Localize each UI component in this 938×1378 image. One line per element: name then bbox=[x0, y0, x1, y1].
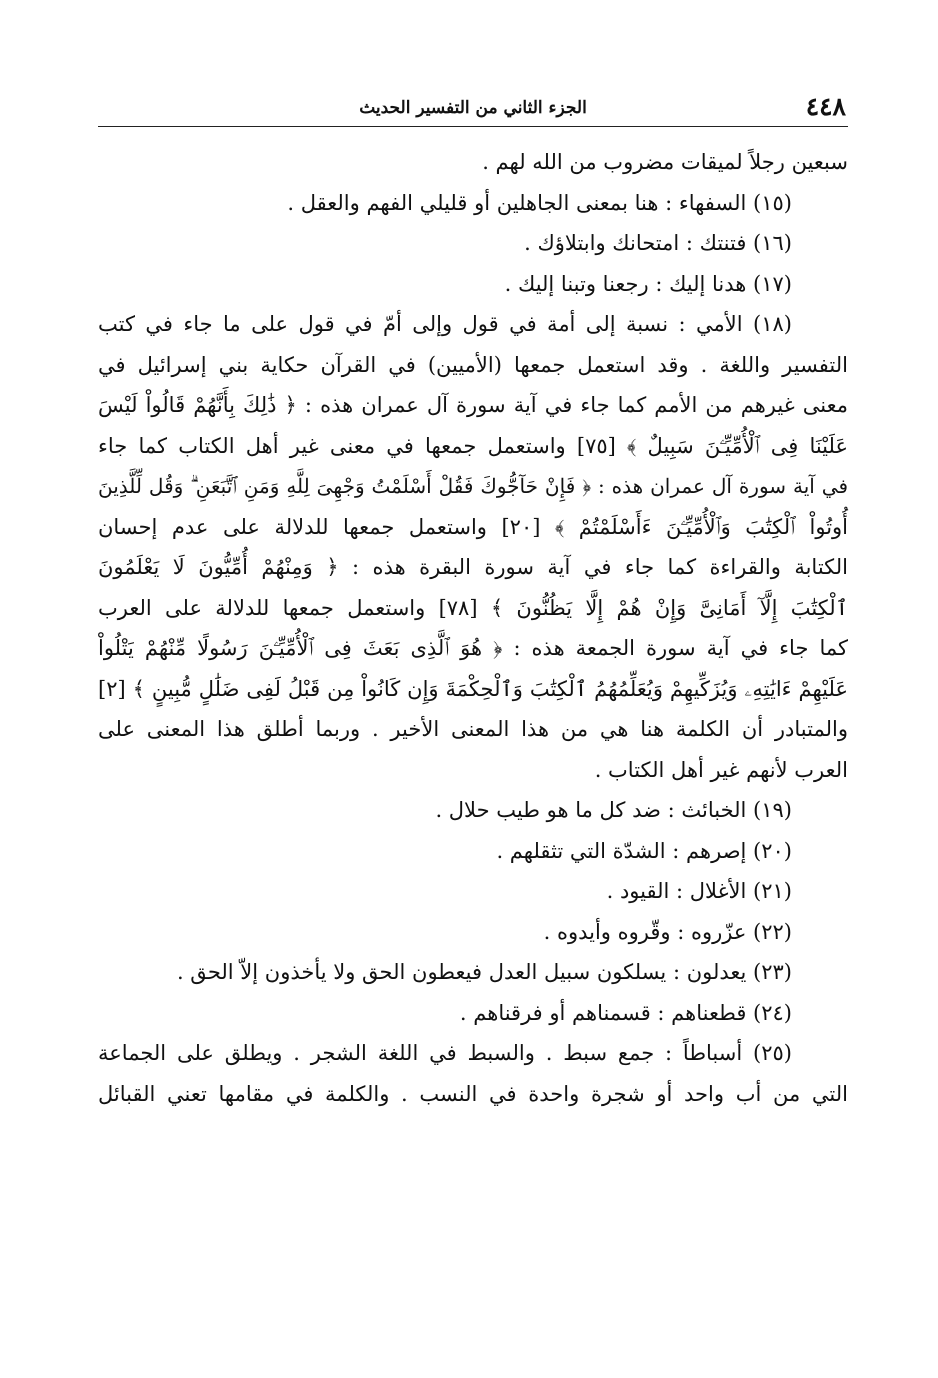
footnote-19: (١٩) الخبائث : ضد كل ما هو طيب حلال . bbox=[435, 798, 792, 822]
footnote-22: (٢٢) عزّروه : وقّروه وأيدوه . bbox=[543, 919, 792, 944]
text-line: الكتابة والقراءة كما جاء في آية سورة البقرة هذه : ﴿ وَمِنْهُمْ أُمِّيُّونَ لَا يَعْلَمُونَ bbox=[98, 555, 848, 579]
text-line: سبعين رجلاً لميقات مضروب من الله لهم . bbox=[482, 150, 848, 174]
page-header bbox=[98, 90, 848, 127]
footnote-21: (٢١) الأغلال : القيود . bbox=[606, 879, 792, 903]
text-line: التي من أب واحد أو شجرة واحدة في النسب . والكلمة في مقامها تعني القبائل bbox=[98, 1081, 848, 1106]
text-line: في آية سورة آل عمران هذه : ﴿ فَإِنْ حَآجُّوكَ فَقُلْ أَسْلَمْتُ وَجْهِىَ لِلَّهِ وَمَنِ ٱتَّبَعَنِ ۗ وَقُل لِّلَّذِينَ bbox=[98, 474, 848, 498]
footnote-25: (٢٥) أسباطاً : جمع سبط . والسبط في اللغة الشجر . ويطلق على الجماعة bbox=[98, 1041, 792, 1065]
running-title: الجزء الثاني من التفسير الحديث bbox=[359, 98, 587, 118]
text-line: كما جاء في آية سورة الجمعة هذه : ﴿ هُوَ ٱلَّذِى بَعَثَ فِى ٱلْأُمِّيِّـۧنَ رَسُولًا مِّنْهُمْ يَتْلُواْ bbox=[98, 636, 848, 660]
text-line: عَلَيْنَا فِى ٱلْأُمِّيِّـۧنَ سَبِيلٌ ﴾ [٧٥] واستعمل جمعها في معنى غير أهل الكتاب كما جاء bbox=[98, 433, 848, 458]
text-line: العرب لأنهم غير أهل الكتاب . bbox=[594, 757, 848, 782]
footnote-23: (٢٣) يعدلون : يسلكون سبيل العدل فيعطون الحق ولا يأخذون إلاّ الحق . bbox=[176, 960, 792, 984]
page-number: ٤٤٨ bbox=[805, 92, 846, 121]
text-line: التفسير واللغة . وقد استعمل جمعها (الأميين) في القرآن حكاية بني إسرائيل في bbox=[98, 352, 848, 377]
footnote-24: (٢٤) قطعناهم : قسمناهم أو فرقناهم . bbox=[459, 1000, 792, 1025]
footnote-20: (٢٠) إصرهم : الشدّة التي تثقلهم . bbox=[496, 838, 792, 863]
text-line: معنى غيرهم من الأمم كما جاء في آية سورة آل عمران هذه : ﴿ ذَٰلِكَ بِأَنَّهُمْ قَالُواْ لَيْسَ bbox=[98, 393, 848, 417]
footnote-15: (١٥) السفهاء : هنا بمعنى الجاهلين أو قليلي الفهم والعقل . bbox=[287, 190, 792, 215]
page-body bbox=[98, 142, 848, 1114]
footnote-18: (١٨) الأمي : نسبة إلى أمة في قول وإلى أمّ في قول على ما جاء في كتب bbox=[98, 312, 792, 336]
text-line: والمتبادر أن الكلمة هنا هي من هذا المعنى الأخير . وربما أطلق هذا المعنى على bbox=[98, 717, 848, 741]
text-line: ٱلْكِتَٰبَ إِلَّآ أَمَانِىَّ وَإِنْ هُمْ إِلَّا يَظُنُّونَ ﴾ [٧٨] واستعمل جمعها للدلالة على العرب bbox=[98, 595, 848, 620]
text-line: أُوتُواْ ٱلْكِتَٰبَ وَٱلْأُمِّيِّـۧنَ ءَأَسْلَمْتُمْ ﴾ [٢٠] واستعمل جمعها للدلالة على عدم إحسان bbox=[98, 514, 849, 539]
text-line: عَلَيْهِمْ ءَايَٰتِهِۦ وَيُزَكِّيهِمْ وَيُعَلِّمُهُمُ ٱلْكِتَٰبَ وَٱلْحِكْمَةَ وَإِن كَانُواْ مِن قَبْلُ لَفِى ضَلَٰلٍ مُّبِينٍ ﴾ [٢] bbox=[98, 676, 848, 701]
footnote-16: (١٦) فتنتك : امتحانك وابتلاؤك . bbox=[524, 231, 792, 255]
footnote-17: (١٧) هدنا إليك : رجعنا وتبنا إليك . bbox=[504, 271, 792, 296]
